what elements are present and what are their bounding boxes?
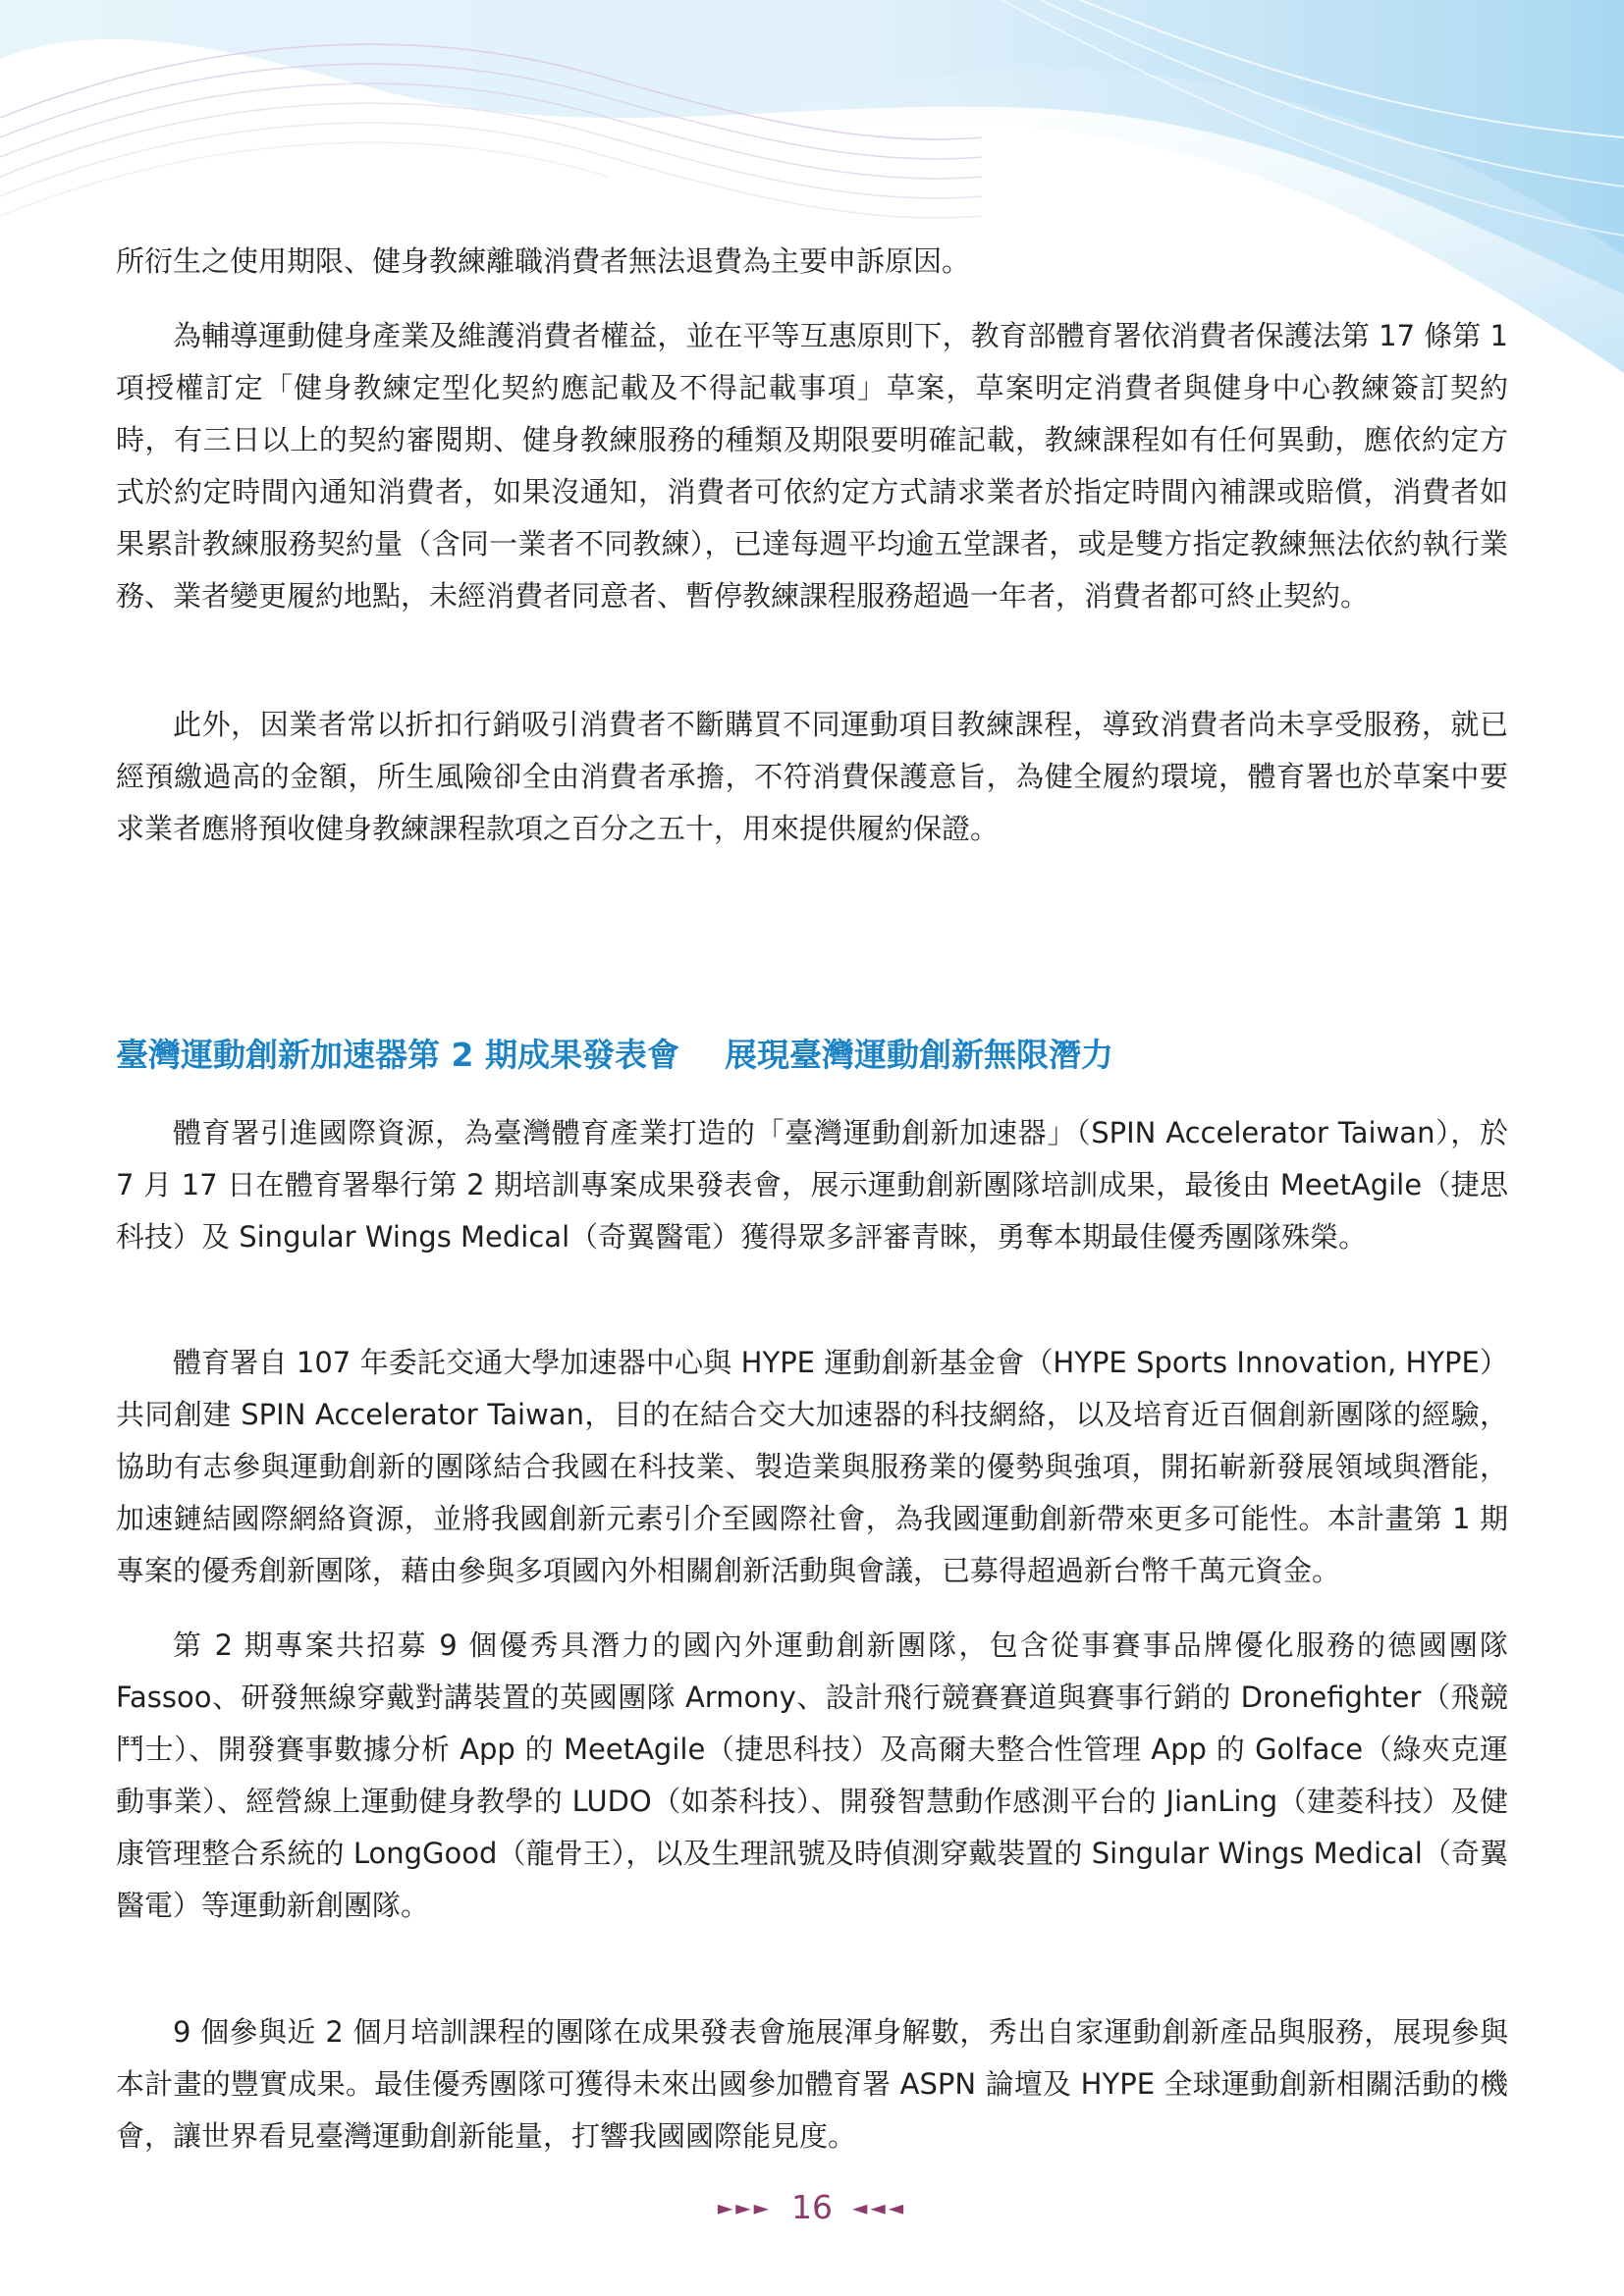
continuation-paragraph: 所衍生之使用期限、健身教練離職消費者無法退費為主要申訴原因。 [116,244,971,278]
section-heading [116,1031,1113,1080]
body-paragraph-spin-showcase: 體育署引進國際資源，為臺灣體育產業打造的「臺灣運動創新加速器」（SPIN Accelerator Taiwan），於 7 月 17 日在體育署舉行第 2 期培訓專案成果發表會，展示運動創新團隊培訓成果，最後由 MeetAgile（捷思科技）及 Singular Wings Medical（奇翼醫電）獲得眾多評審青睞，勇奪本期最佳優秀團隊殊榮。 [116,1116,1508,1254]
body-paragraph-teams: 第 2 期專案共招募 9 個優秀具潛力的國內外運動創新團隊，包含從事賽事品牌優化服務的德國團隊 Fassoo、研發無線穿戴對講裝置的英國團隊 Armony、設計飛行競賽賽道與賽事行銷的 Dronefighter（飛競鬥士）、開發賽事數據分析 App 的 MeetAgile（捷思科技）及高爾夫整合性管理 App 的 Golface（綠夾克運動事業）、經營線上運動健身教學的 LUDO（如荼科技）、開發智慧動作感測平台的 JianLing（建菱科技）及健康管理整合系統的 LongGood（龍骨王），以及生理訊號及時偵測穿戴裝置的 Singular Wings Medical（奇翼醫電）等運動新創團隊。 [116,1629,1508,1922]
section-heading-main: 臺灣運動創新加速器第 2 期成果發表會 [116,1036,679,1074]
body-paragraph-outcome: 9 個參與近 2 個月培訓課程的團隊在成果發表會施展渾身解數，秀出自家運動創新產品與服務，展現參與本計畫的豐實成果。最佳優秀團隊可獲得未來出國參加體育署 ASPN 論壇及 HYPE 全球運動創新相關活動的機會，讓世界看見臺灣運動創新能量，打響我國國際能見度。 [116,2015,1508,2153]
left-arrows-icon: ◄◄◄ [852,2196,907,2219]
page-footer [0,2183,1624,2232]
body-paragraph-performance-guarantee: 此外，因業者常以折扣行銷吸引消費者不斷購買不同運動項目教練課程，導致消費者尚未享受服務，就已經預繳過高的金額，所生風險卻全由消費者承擔，不符消費保護意旨，為健全履約環境，體育署也於草案中要求業者應將預收健身教練課程款項之百分之五十，用來提供履約保證。 [116,708,1508,845]
section-heading-sub: 展現臺灣運動創新無限潛力 [724,1036,1113,1074]
body-paragraph-spin-background: 體育署自 107 年委託交通大學加速器中心與 HYPE 運動創新基金會（HYPE Sports Innovation, HYPE）共同創建 SPIN Accelerator Taiwan，目的在結合交大加速器的科技網絡，以及培育近百個創新團隊的經驗，協助有志參與運動創新的團隊結合我國在科技業、製造業與服務業的優勢與強項，開拓嶄新發展領域與潛能，加速鏈結國際網絡資源，並將我國創新元素引介至國際社會，為我國運動創新帶來更多可能性。本計畫第 1 期專案的優秀創新團隊，藉由參與多項國內外相關創新活動與會議，已募得超過新台幣千萬元資金。 [116,1346,1508,1587]
page-number: 16 [791,2188,833,2226]
right-arrows-icon: ►►► [717,2196,772,2219]
body-paragraph-contract-draft: 為輔導運動健身產業及維護消費者權益，並在平等互惠原則下，教育部體育署依消費者保護法第 17 條第 1 項授權訂定「健身教練定型化契約應記載及不得記載事項」草案，草案明定消費者與健身中心教練簽訂契約時，有三日以上的契約審閱期、健身教練服務的種類及期限要明確記載，教練課程如有任何異動，應依約定方式於約定時間內通知消費者，如果沒通知，消費者可依約定方式請求業者於指定時間內補課或賠償，消費者如果累計教練服務契約量（含同一業者不同教練），已達每週平均逾五堂課者，或是雙方指定教練無法依約執行業務、業者變更履約地點，未經消費者同意者、暫停教練課程服務超過一年者，消費者都可終止契約。 [116,319,1508,613]
